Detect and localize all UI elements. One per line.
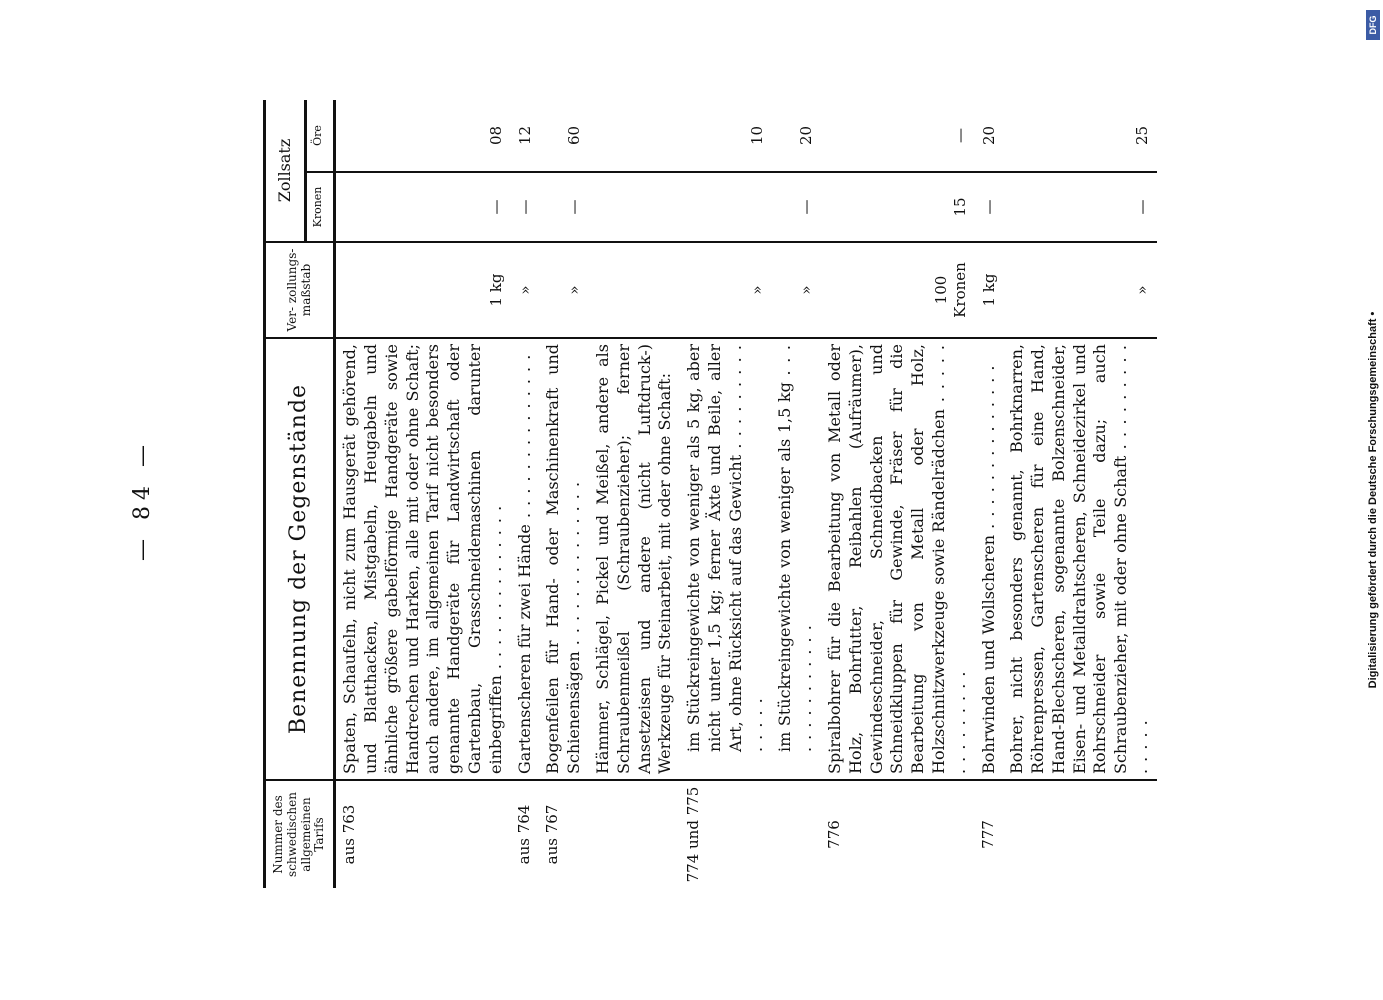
dfg-logo: DFG	[1366, 10, 1380, 40]
row-kronen	[680, 172, 771, 242]
row-ore: 25	[1133, 125, 1152, 146]
row-unit: 100 Kronen	[821, 242, 975, 338]
row-description: Hämmer, Schlägel, Pickel und Meißel, andere als Schraubenmeißel (Schraubenzieher); ferner Ansetzeisen und andere (nicht Luftdruck-) Werkzeuge für Steinarbeit, mit oder ohne Schaft:	[589, 338, 680, 780]
table-row	[335, 100, 511, 888]
row-unit: »	[511, 242, 540, 338]
row-number: 777	[975, 780, 1004, 888]
tariff-table	[263, 100, 1157, 888]
row-kronen: —	[1003, 172, 1157, 242]
row-number: aus 763	[335, 780, 511, 888]
row-unit: 1 kg	[335, 242, 511, 338]
row-kronen: —	[975, 172, 1004, 242]
row-kronen: —	[335, 172, 511, 242]
row-ore: 20	[797, 125, 816, 146]
table-row	[975, 100, 1004, 888]
header-number: Nummer des schwedischen allgemeinen Tarifs	[265, 780, 335, 888]
row-unit	[589, 242, 680, 338]
table-row	[539, 100, 589, 888]
credit-text: Digitalisierung gefördert durch die Deutsche Forschungsgemeinschaft •	[1367, 311, 1379, 689]
table-header-row	[265, 100, 306, 888]
table-row	[680, 100, 771, 888]
row-description: Bohrer, nicht besonders genannt, Bohrknarren, Röhrenpressen, Gartenscheren für eine Hand, Hand-Blechscheren, sogenannte Bolzenschneider, Eisen- und Metalldrahtscheren, Schneidezirkel und Rohrschneider sowie Teile dazu; auch Schraubenzieher, mit oder ohne Schaft . . .	[1007, 344, 1151, 774]
row-description: Spaten, Schaufeln, nicht zum Hausgerät gehörend, und Blatthacken, Mistgabeln, Heugabeln und ähnliche größere gabelförmige Handgeräte sowie Handrechen und Harken, alle mit oder ohne Schaft; auch andere, im allgemeinen Tarif nicht besonders genannte Handgeräte für Landwirtschaft oder Gartenbau, Grasschneidemaschinen darunter einbegriffen . . .	[340, 344, 505, 774]
row-number: aus 767	[539, 780, 589, 888]
row-number: 776	[821, 780, 975, 888]
row-ore: 20	[979, 125, 998, 146]
row-ore: 10	[747, 125, 766, 146]
page-number: — 84 —	[130, 439, 155, 561]
table-row	[821, 100, 975, 888]
row-number	[1003, 780, 1157, 888]
row-number	[589, 780, 680, 888]
header-unit: Ver- zollungs- maßstab	[265, 242, 335, 338]
row-unit: 1 kg	[975, 242, 1004, 338]
row-description: Spiralbohrer für die Bearbeitung von Metall oder Holz, Bohrfutter, Reibahlen (Aufräumer), Gewindeschneider, Schneidbacken und Schneidkluppen für Gewinde, Fräser für die Bearbeitung von Metall oder Holz, Holzschnitzwerkzeuge sowie Rändelrädchen . . .	[825, 344, 969, 774]
row-number: 774 und 775	[680, 780, 771, 888]
row-ore: 08	[487, 125, 506, 146]
row-kronen: 15	[821, 172, 975, 242]
header-duty: Zollsatz	[265, 100, 306, 242]
row-number	[771, 780, 821, 888]
header-description: Benennung der Gegenstände	[265, 338, 335, 780]
table-row	[589, 100, 680, 888]
row-description: im Stückreingewichte von weniger als 1,5 kg . . .	[775, 344, 817, 774]
row-ore: 12	[515, 125, 534, 146]
row-ore	[589, 100, 680, 172]
row-description: Gartenscheren für zwei Hände . . .	[515, 354, 534, 774]
table-row	[511, 100, 540, 888]
row-kronen: —	[771, 172, 821, 242]
row-ore: 60	[565, 125, 584, 146]
table-row	[771, 100, 821, 888]
row-unit: »	[771, 242, 821, 338]
row-number: aus 764	[511, 780, 540, 888]
row-description: im Stückreingewichte von weniger als 5 kg, aber nicht unter 1,5 kg; ferner Äxte und Beile, aller Art, ohne Rücksicht auf das Gewicht . . .	[684, 344, 767, 774]
row-unit: »	[680, 242, 771, 338]
row-unit: »	[1003, 242, 1157, 338]
row-kronen: —	[539, 172, 589, 242]
row-unit: »	[539, 242, 589, 338]
row-kronen: —	[511, 172, 540, 242]
header-kronen: Kronen	[306, 172, 335, 242]
header-ore: Öre	[306, 100, 335, 172]
row-description: Bohrwinden und Wollscheren . . .	[979, 365, 998, 775]
row-kronen	[589, 172, 680, 242]
row-ore: —	[951, 128, 969, 143]
row-description: Bogenfeilen für Hand- oder Maschinenkraft und Schienensägen . . .	[543, 344, 583, 774]
table-row	[1003, 100, 1157, 888]
digitization-credit	[1363, 0, 1383, 1000]
